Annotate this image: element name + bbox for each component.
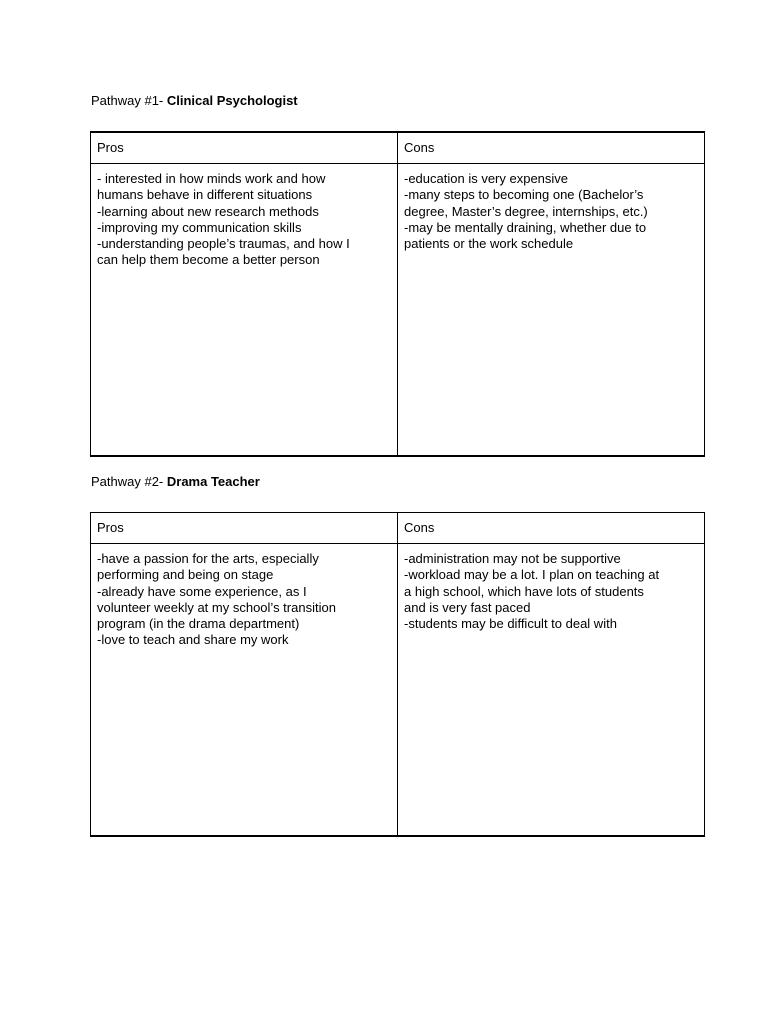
pros-line: performing and being on stage: [97, 567, 274, 583]
cons-line: -students may be difficult to deal with: [404, 616, 617, 632]
cons-line: and is very fast paced: [404, 599, 531, 615]
cons-line: -may be mentally draining, whether due to: [404, 219, 647, 235]
pros-line: volunteer weekly at my school’s transition: [97, 599, 336, 615]
pros-line: program (in the drama department): [97, 616, 300, 632]
cons-cell: [398, 164, 705, 457]
pros-line: -love to teach and share my work: [97, 632, 289, 648]
pathway-2-heading: [91, 474, 260, 490]
cons-line: a high school, which have lots of students: [404, 583, 644, 599]
pathway-1-pros-cons-table: [90, 131, 705, 457]
cons-cell: [398, 544, 705, 837]
cons-line: -workload may be a lot. I plan on teaching at: [404, 567, 660, 583]
cons-line: degree, Master’s degree, internships, etc.): [404, 203, 648, 219]
pros-line: can help them become a better person: [97, 252, 320, 268]
pathway-2-title: Drama Teacher: [166, 474, 260, 489]
cons-line: patients or the work schedule: [404, 236, 574, 252]
pros-header: Pros: [91, 513, 398, 544]
pros-cell: [91, 164, 398, 457]
pros-line: -improving my communication skills: [97, 219, 302, 235]
pathway-2-prefix: Pathway #2-: [91, 474, 167, 489]
pros-cell: [91, 544, 398, 837]
pros-line: - interested in how minds work and how: [97, 171, 326, 186]
pros-line: -learning about new research methods: [97, 203, 319, 219]
pros-line: -have a passion for the arts, especially: [97, 551, 319, 566]
cons-line: -many steps to becoming one (Bachelor’s: [404, 187, 644, 203]
pros-line: -already have some experience, as I: [97, 583, 307, 599]
pros-line: -understanding people’s traumas, and how I: [97, 236, 350, 252]
pathway-1-heading: [91, 93, 298, 109]
pros-header: Pros: [91, 132, 398, 164]
cons-line: -education is very expensive: [404, 171, 569, 186]
cons-header: Cons: [398, 132, 705, 164]
pathway-1-prefix: Pathway #1-: [91, 93, 167, 108]
pathway-2-pros-cons-table: [90, 512, 705, 837]
cons-line: -administration may not be supportive: [404, 551, 621, 566]
pathway-1-title: Clinical Psychologist: [166, 93, 298, 108]
cons-header: Cons: [398, 513, 705, 544]
pros-line: humans behave in different situations: [97, 187, 313, 203]
